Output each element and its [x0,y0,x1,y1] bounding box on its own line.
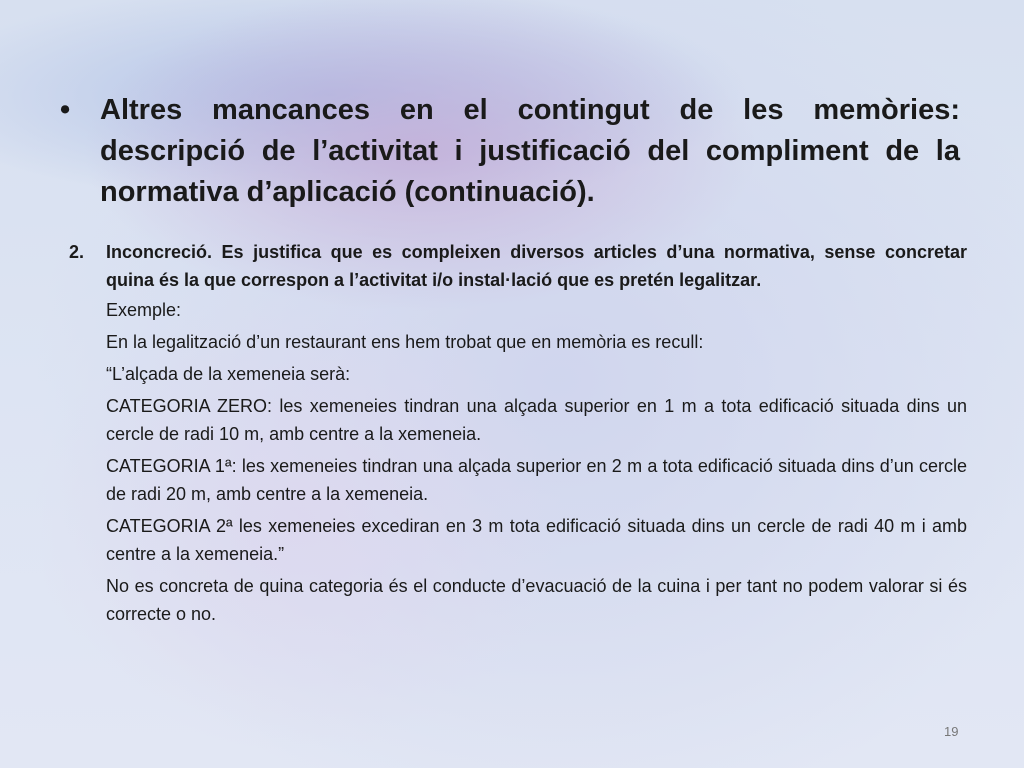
title-bullet: • [60,94,71,126]
quote-start: “L’alçada de la xemeneia serà: [106,364,351,384]
conclusion: No es concreta de quina categoria és el conducte d’evacuació de la cuina i per tant no podem valorar si és correcte o no. [106,576,967,624]
category-two: CATEGORIA 2ª les xemeneies excediran en 3 m tota edificació situada dins un cercle de radi 40 m i amb centre a la xemeneia.” [106,516,967,564]
example-intro: En la legalització d’un restaurant ens hem trobat que en memòria es recull: [106,332,704,352]
example-label: Exemple: [106,300,182,320]
category-zero: CATEGORIA ZERO: les xemeneies tindran una alçada superior en 1 m a tota edificació situada dins un cercle de radi 10 m, amb centre a la xemeneia. [106,396,967,444]
item-heading: Inconcreció. Es justifica que es compleixen diversos articles d’una normativa, sense concretar quina és la que correspon a l’activitat i/o instal·lació que es pretén legalitzar. [106,242,967,290]
slide-title: Altres mancances en el contingut de les memòries: descripció de l’activitat i justificació del compliment de la normativa d’aplicació (continuació). [100,94,960,208]
category-one: CATEGORIA 1ª: les xemeneies tindran una alçada superior en 2 m a tota edificació situada dins d’un cercle de radi 20 m, amb centre a la xemeneia. [106,456,967,504]
page-number: 19 [944,724,959,739]
title-block [60,90,960,213]
slide-content [69,238,967,628]
item-number: 2. [69,242,85,262]
